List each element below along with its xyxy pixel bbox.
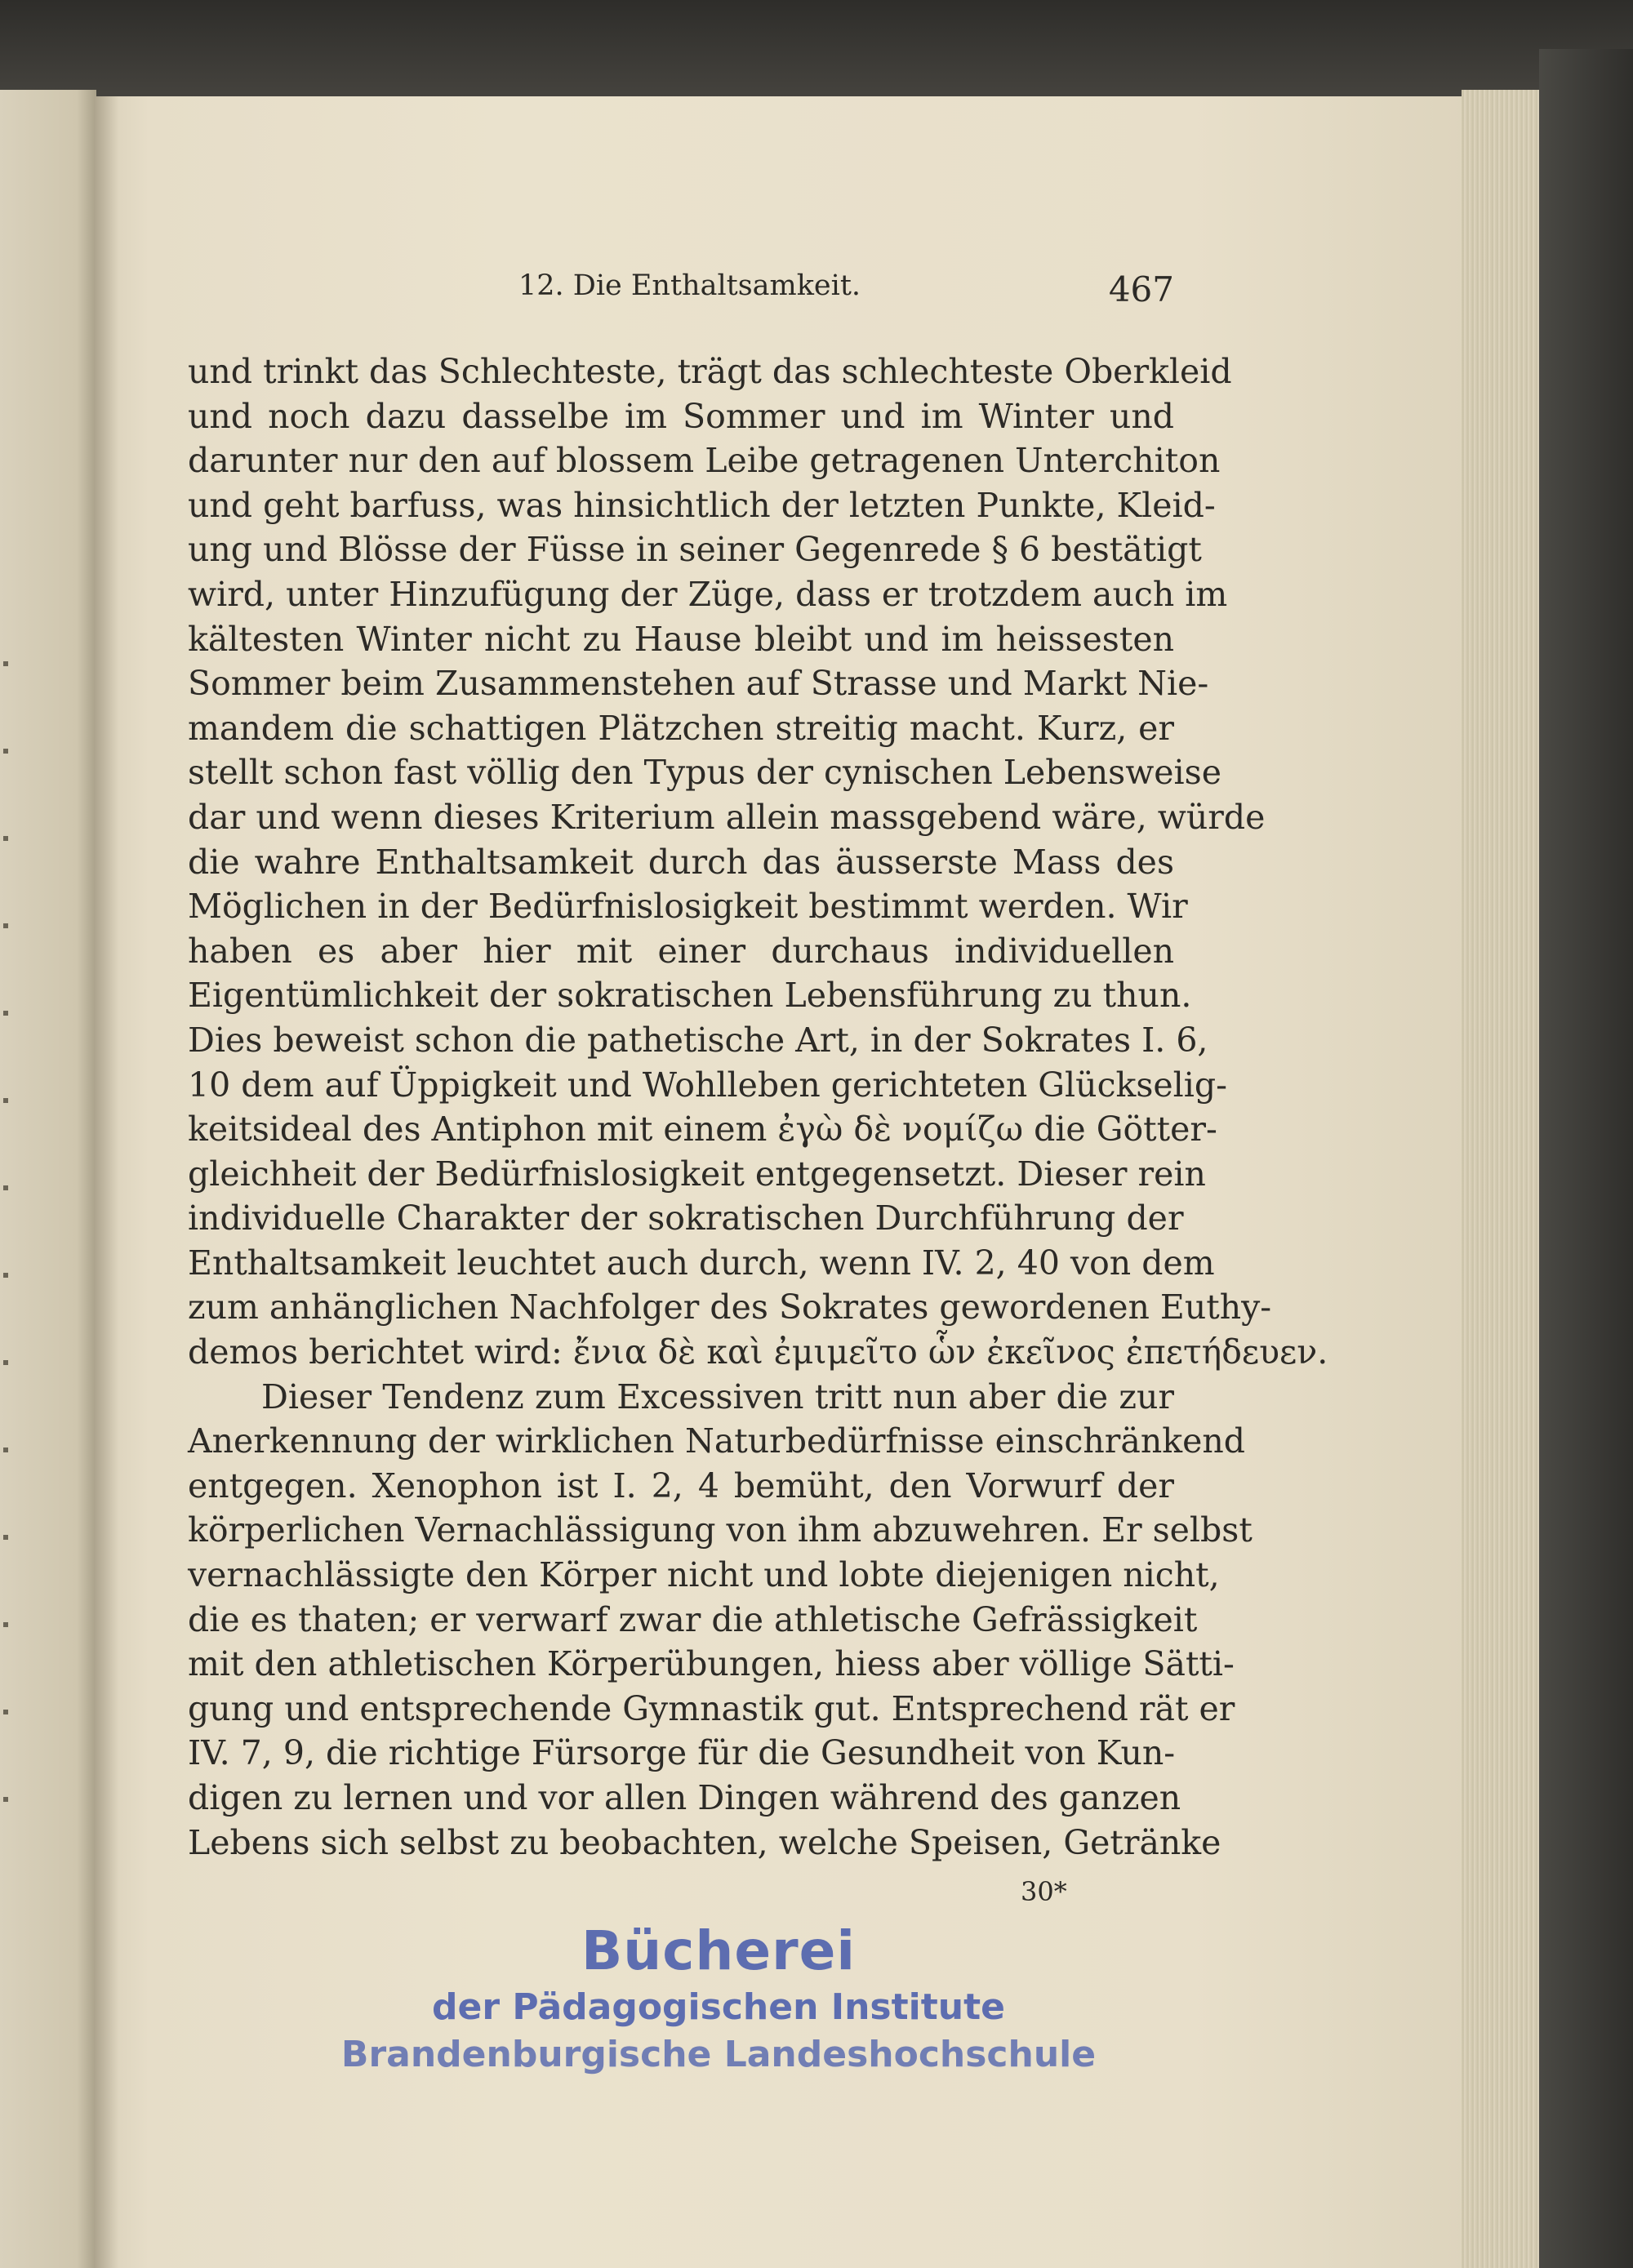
stamp-line-3: Brandenburgische Landeshochschule (340, 2034, 1097, 2075)
text-line: Dies beweist schon die pathetische Art, in der Sokrates I. 6, (188, 1020, 1208, 1060)
text-line: mandem die schattigen Plätzchen streitig macht. Kurz, er (188, 708, 1174, 748)
body-text (188, 349, 1328, 1865)
text-line: haben es aber hier mit einer durchaus individuellen (188, 931, 1174, 971)
book-cover-right (1539, 49, 1633, 2268)
text-line: zum anhänglichen Nachfolger des Sokrates gewordenen Euthy- (188, 1287, 1272, 1327)
text-line: Sommer beim Zusammenstehen auf Strasse und Markt Nie- (188, 664, 1209, 704)
text-line: ung und Blösse der Füsse in seiner Gegenrede § 6 bestätigt (188, 530, 1202, 570)
text-line: individuelle Charakter der sokratischen Durchführung der (188, 1198, 1184, 1239)
left-page-edge (0, 90, 96, 2268)
text-line: und trinkt das Schlechteste, trägt das schlechteste Oberkleid (188, 352, 1232, 391)
page-number: 467 (1108, 269, 1174, 309)
text-line: gleichheit der Bedürfnislosigkeit entgegensetzt. Dieser rein (188, 1154, 1206, 1194)
page-gutter-shadow (94, 96, 118, 2268)
text-line: Enthaltsamkeit leuchtet auch durch, wenn IV. 2, 40 von dem (188, 1243, 1215, 1283)
signature-mark: 30* (1021, 1876, 1067, 1907)
text-line: und noch dazu dasselbe im Sommer und im Winter und (188, 396, 1174, 436)
text-line: Anerkennung der wirklichen Naturbedürfnisse einschränkend (188, 1421, 1246, 1461)
text-line: keitsideal des Antiphon mit einem ἐγὼ δὲ νομίζω die Götter- (188, 1110, 1217, 1150)
text-line: 10 dem auf Üppigkeit und Wohlleben gerichteten Glückselig- (188, 1065, 1228, 1105)
text-line: Eigentümlichkeit der sokratischen Lebensführung zu thun. (188, 976, 1192, 1016)
text-line: körperlichen Vernachlässigung von ihm abzuwehren. Er selbst (188, 1510, 1253, 1550)
book-cover-top (0, 0, 1633, 98)
page-edges (1462, 90, 1539, 2268)
text-line: entgegen. Xenophon ist I. 2, 4 bemüht, den Vorwurf der (188, 1465, 1174, 1505)
library-stamp (310, 1919, 1127, 2079)
text-line: gung und entsprechende Gymnastik gut. Entsprechend rät er (188, 1688, 1235, 1728)
text-line: die wahre Enthaltsamkeit durch das äusserste Mass des (188, 842, 1174, 882)
text-line: kältesten Winter nicht zu Hause bleibt und im heissesten (188, 619, 1174, 659)
running-title: 12. Die Enthaltsamkeit. (518, 269, 861, 302)
text-line: mit den athletischen Körperübungen, hiess aber völlige Sätti- (188, 1644, 1235, 1684)
text-line: darunter nur den auf blossem Leibe getragenen Unterchiton (188, 441, 1221, 481)
text-line: IV. 7, 9, die richtige Fürsorge für die Gesundheit von Kun- (188, 1733, 1176, 1773)
text-line: digen zu lernen und vor allen Dingen während des ganzen (188, 1778, 1181, 1817)
stamp-line-1: Bücherei (581, 1919, 857, 1982)
text-line: und geht barfuss, was hinsichtlich der letzten Punkte, Kleid- (188, 485, 1216, 525)
text-line: dar und wenn dieses Kriterium allein massgebend wäre, würde (188, 797, 1266, 837)
text-line: stellt schon fast völlig den Typus der cynischen Lebensweise (188, 753, 1221, 793)
text-line: Lebens sich selbst zu beobachten, welche Speisen, Getränke (188, 1822, 1221, 1862)
text-line-paragraph-start: Dieser Tendenz zum Excessiven tritt nun aber die zur (261, 1376, 1174, 1416)
text-line: die es thaten; er verwarf zwar die athletische Gefrässigkeit (188, 1599, 1198, 1639)
text-line: Möglichen in der Bedürfnislosigkeit bestimmt werden. Wir (188, 887, 1188, 927)
left-page-marks (0, 661, 11, 1886)
text-line: wird, unter Hinzufügung der Züge, dass er trotzdem auch im (188, 574, 1228, 614)
stamp-line-2: der Pädagogischen Institute (432, 1986, 1005, 2028)
text-line: demos berichtet wird: ἔνια δὲ καὶ ἐμιμεῖτο ὧν ἐκεῖνος ἐπετήδευεν. (188, 1332, 1328, 1372)
text-line: vernachlässigte den Körper nicht und lobte diejenigen nicht, (188, 1555, 1220, 1595)
running-header (188, 269, 1174, 318)
